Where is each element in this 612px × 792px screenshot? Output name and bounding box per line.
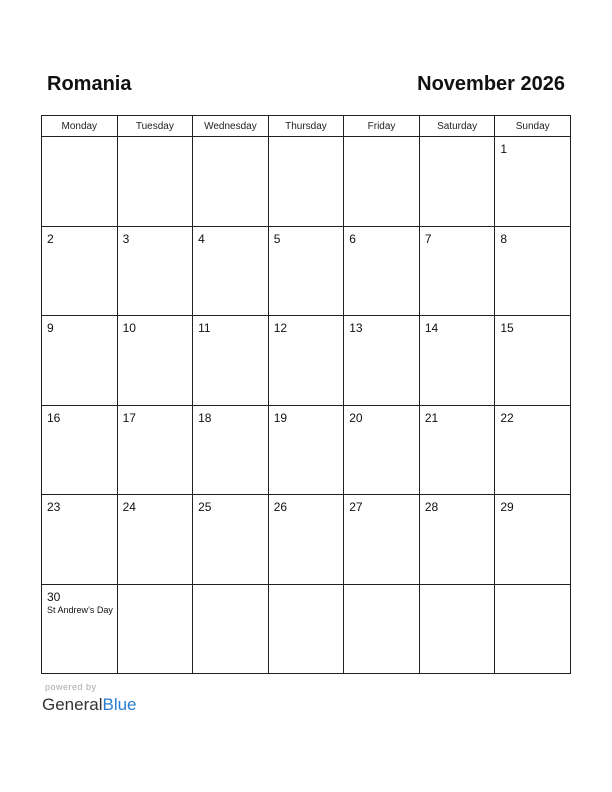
- day-cell: [495, 584, 571, 674]
- day-cell: [193, 584, 269, 674]
- day-number: 22: [500, 410, 514, 425]
- day-cell: [495, 495, 571, 585]
- day-cell: [193, 226, 269, 316]
- day-cell: [344, 495, 420, 585]
- day-number: 24: [122, 500, 136, 514]
- week-row: [42, 495, 571, 585]
- day-number: 28: [424, 500, 439, 514]
- country-title: Romania: [47, 73, 132, 95]
- day-number: 25: [198, 500, 212, 514]
- day-cell: [117, 405, 193, 495]
- day-number: 21: [424, 410, 439, 425]
- weekday-header: Saturday: [419, 116, 495, 137]
- day-cell: [344, 316, 420, 406]
- day-number: 4: [198, 231, 205, 246]
- day-cell: [495, 316, 571, 406]
- day-cell: [42, 137, 118, 227]
- day-cell: [117, 137, 193, 227]
- calendar-grid: [41, 115, 571, 674]
- week-row: [42, 405, 571, 495]
- day-number: 7: [424, 231, 432, 246]
- day-cell: [419, 495, 495, 585]
- brand-logo: [42, 695, 137, 715]
- day-number: 16: [47, 410, 61, 425]
- day-number: 15: [500, 321, 514, 335]
- day-cell: [268, 584, 344, 674]
- day-cell: [268, 226, 344, 316]
- day-cell: [495, 137, 571, 227]
- day-cell: [42, 584, 118, 674]
- weekday-header-row: [42, 116, 571, 137]
- day-cell: [117, 584, 193, 674]
- month-title: November 2026: [417, 73, 565, 95]
- day-cell: [344, 137, 420, 227]
- week-row: [42, 226, 571, 316]
- day-number: 5: [273, 231, 281, 246]
- day-cell: [117, 495, 193, 585]
- day-number: 2: [47, 231, 54, 246]
- day-cell: [117, 226, 193, 316]
- day-cell: [419, 584, 495, 674]
- day-cell: [268, 316, 344, 406]
- day-cell: [42, 495, 118, 585]
- powered-by-text: powered by: [45, 682, 97, 692]
- week-row: [42, 316, 571, 406]
- day-cell: [268, 137, 344, 227]
- day-number: 6: [349, 231, 356, 246]
- day-number: 20: [349, 410, 363, 425]
- brand-general-text: General: [42, 695, 103, 714]
- day-number: 17: [122, 410, 136, 425]
- day-cell: [193, 316, 269, 406]
- day-cell: [42, 405, 118, 495]
- day-number: 1: [500, 142, 508, 156]
- day-number: 8: [500, 231, 508, 246]
- day-number: 3: [122, 231, 130, 246]
- weekday-header: Friday: [344, 116, 420, 137]
- day-number: 26: [273, 500, 288, 514]
- day-cell: [268, 495, 344, 585]
- day-number: 11: [198, 321, 211, 335]
- holiday-label: St Andrew’s Day: [47, 604, 113, 615]
- day-cell: [42, 226, 118, 316]
- week-row: [42, 137, 571, 227]
- day-cell: [344, 226, 420, 316]
- day-number: 14: [424, 321, 439, 335]
- day-cell: [344, 584, 420, 674]
- day-number: 30: [47, 589, 61, 604]
- day-number: 19: [273, 410, 288, 425]
- weekday-header: Sunday: [495, 116, 571, 137]
- day-cell: [344, 405, 420, 495]
- day-cell: [193, 405, 269, 495]
- weekday-header: Tuesday: [117, 116, 193, 137]
- day-number: 23: [47, 500, 61, 514]
- weekday-header: Thursday: [268, 116, 344, 137]
- day-number: 18: [198, 410, 212, 425]
- day-number: 10: [122, 321, 136, 335]
- day-cell: [419, 226, 495, 316]
- day-cell: [419, 137, 495, 227]
- calendar-body: [42, 137, 571, 674]
- day-cell: [42, 316, 118, 406]
- day-number: 29: [500, 500, 514, 514]
- day-cell: [193, 137, 269, 227]
- week-row: [42, 584, 571, 674]
- day-number: 13: [349, 321, 363, 335]
- day-cell: [268, 405, 344, 495]
- weekday-header: Wednesday: [193, 116, 269, 137]
- day-cell: [117, 316, 193, 406]
- day-number: 12: [273, 321, 288, 335]
- day-cell: [193, 495, 269, 585]
- brand-footer: [42, 682, 137, 715]
- day-number: 9: [47, 321, 54, 335]
- day-number: 27: [349, 500, 363, 514]
- weekday-header: Monday: [42, 116, 118, 137]
- day-cell: [495, 405, 571, 495]
- day-cell: [495, 226, 571, 316]
- day-cell: [419, 316, 495, 406]
- day-cell: [419, 405, 495, 495]
- brand-blue-text: Blue: [102, 695, 137, 714]
